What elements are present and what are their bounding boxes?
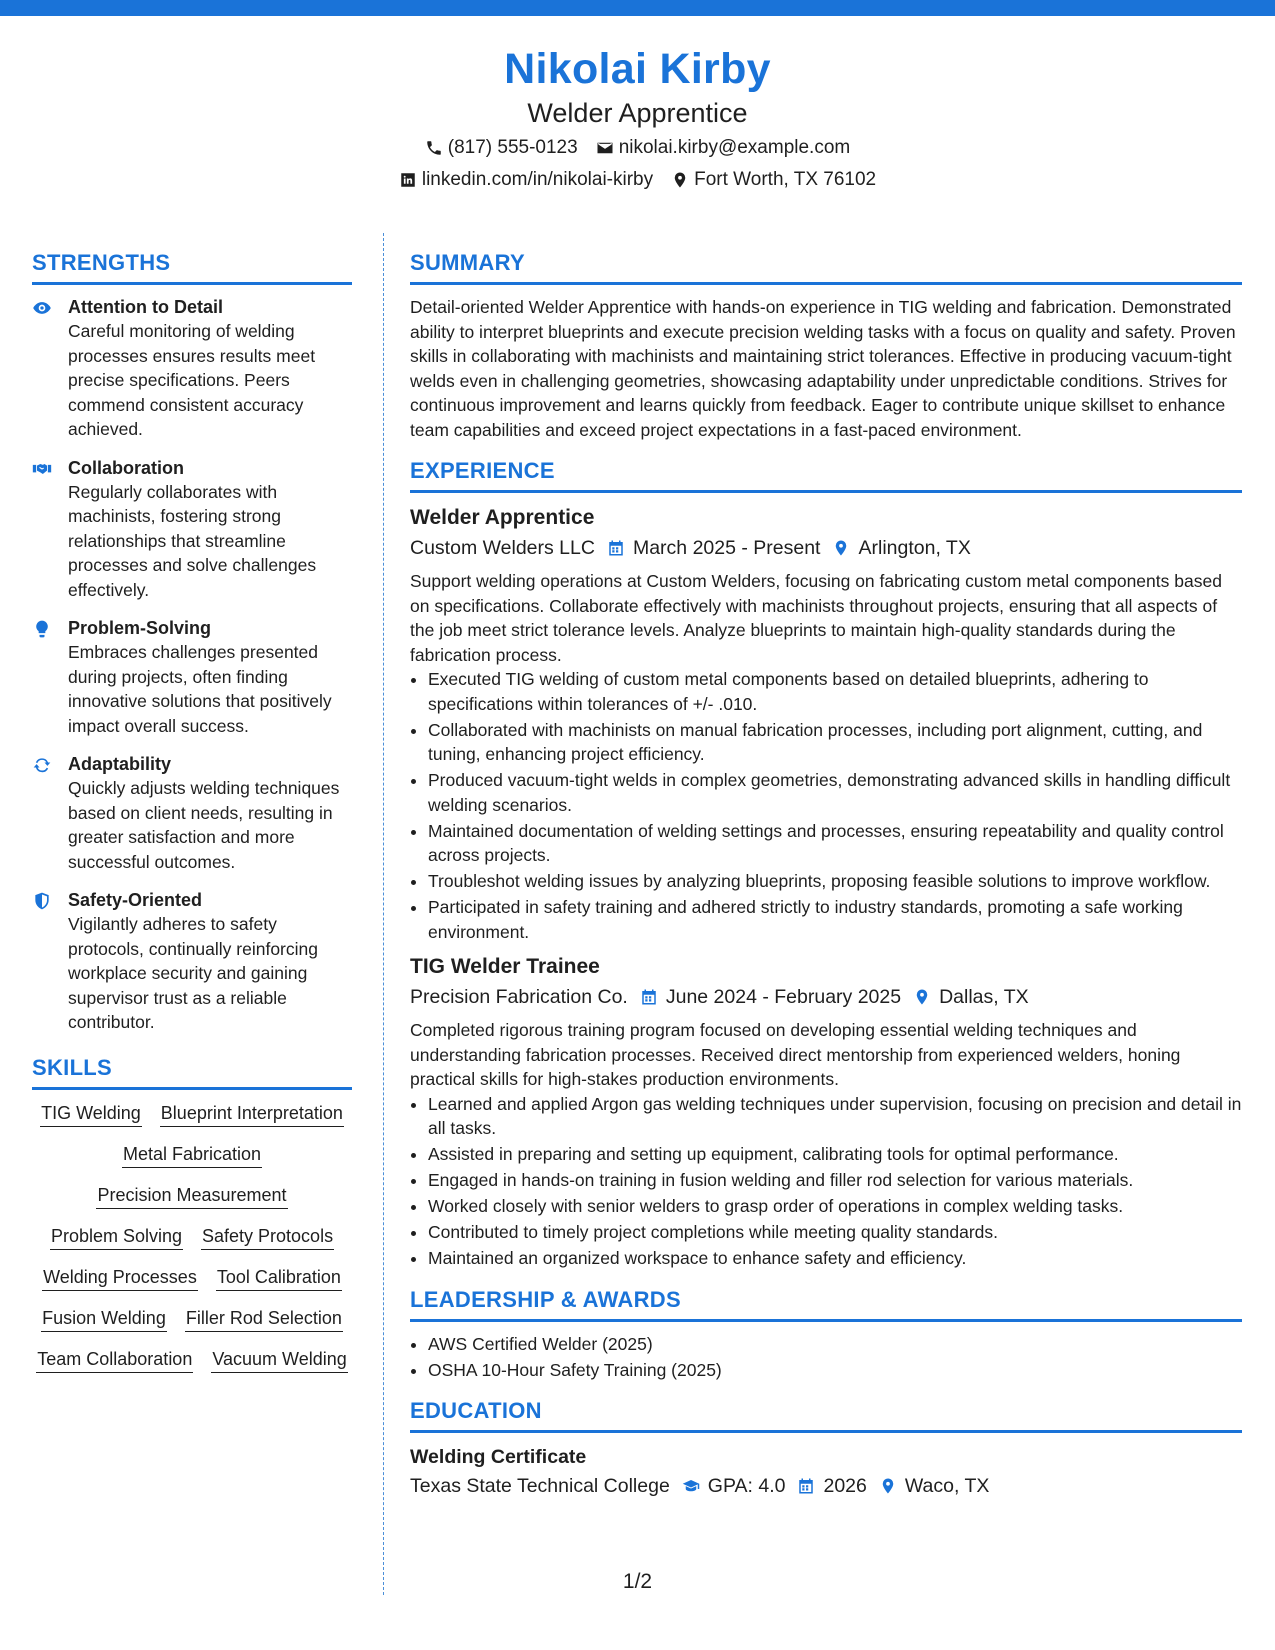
- strength-title: Adaptability: [68, 754, 172, 774]
- awards-list: [410, 1332, 1242, 1383]
- resume-header: [0, 40, 1275, 194]
- strength-item: [32, 752, 352, 874]
- job-entry: [410, 952, 1242, 1271]
- skills-title: SKILLS: [32, 1054, 113, 1080]
- strengths-title: STRENGTHS: [32, 250, 171, 275]
- skill-tag: Team Collaboration: [36, 1346, 193, 1373]
- experience-title: EXPERIENCE: [410, 458, 555, 483]
- education-gpa: GPA: 4.0: [707, 1475, 786, 1497]
- section-rule: [410, 1430, 1242, 1433]
- list-item: • Assisted in preparing and setting up equipment, calibrating tools for optimal performance.: [428, 1142, 1242, 1167]
- job-dates: March 2025 - Present: [632, 537, 821, 559]
- list-item: • Contributed to timely project completions while meeting quality standards.: [428, 1220, 1242, 1245]
- strength-title: Attention to Detail: [68, 297, 223, 317]
- strength-item: [32, 888, 352, 1035]
- job-bullets: [410, 667, 1242, 944]
- job-company: Custom Welders LLC: [410, 537, 595, 559]
- location-text: Fort Worth, TX 76102: [694, 169, 877, 190]
- job-dates: June 2024 - February 2025: [665, 986, 902, 1008]
- strength-desc: Vigilantly adheres to safety protocols, continually reinforcing workplace security and gaining supervisor trust as a reliable contributor.: [68, 914, 318, 1032]
- top-accent-bar: [0, 0, 1275, 16]
- skill-tag: Welding Processes: [42, 1264, 198, 1291]
- job-title: Welder Apprentice: [410, 506, 595, 529]
- job-bullets: [410, 1092, 1242, 1271]
- contact-email[interactable]: [596, 134, 851, 162]
- list-item: • Collaborated with machinists on manual fabrication processes, including port alignment, cutting, and tuning, enhancing project efficiency.: [428, 718, 1242, 767]
- list-item: • OSHA 10-Hour Safety Training (2025): [428, 1358, 1242, 1383]
- section-rule: [410, 1319, 1242, 1322]
- graduation-cap-icon: [682, 1477, 700, 1495]
- list-item: • Troubleshot welding issues by analyzing blueprints, proposing feasible solutions to improve workflow.: [428, 869, 1242, 894]
- skill-tag: Filler Rod Selection: [185, 1305, 343, 1332]
- awards-title: LEADERSHIP & AWARDS: [410, 1286, 681, 1312]
- section-rule: [32, 1087, 352, 1090]
- section-rule: [32, 282, 352, 285]
- list-item: • Worked closely with senior welders to grasp order of operations in complex welding tasks.: [428, 1194, 1242, 1219]
- email-text: nikolai.kirby@example.com: [618, 137, 851, 158]
- skill-tag: Vacuum Welding: [211, 1346, 347, 1373]
- job-description: Support welding operations at Custom Welders, focusing on fabricating custom metal components based on specifications. Collaborate effectively with machinists throughout projects, ensuring that all aspects of the job meet strict tolerance levels. Analyze blueprints to maintain high-quality standards during the fabrication process.: [410, 571, 1222, 665]
- map-pin-icon: [913, 988, 931, 1006]
- strength-item: [32, 616, 352, 738]
- right-column: [410, 248, 1242, 1507]
- job-company: Precision Fabrication Co.: [410, 986, 628, 1008]
- summary-text: Detail-oriented Welder Apprentice with hands-on experience in TIG welding and fabrication. Demonstrated ability to interpret blueprints and execute precision welding tasks with a focus on quality and safety. Proven skills in collaborating with machinists and maintaining strict tolerances. Effective in producing vacuum-tight welds even in challenging geometries, showcasing adaptability under unpredictable conditions. Strives for continuous improvement and learns quickly from feedback. Eager to contribute unique skillset to enhance team capabilities and exceed project expectations in a fast-paced environment.: [410, 297, 1236, 440]
- job-meta: [410, 982, 1242, 1012]
- list-item: • Produced vacuum-tight welds in complex geometries, demonstrating advanced skills in handling difficult welding scenarios.: [428, 768, 1242, 817]
- phone-text: (817) 555-0123: [447, 137, 578, 158]
- strength-item: [32, 456, 352, 603]
- education-title: EDUCATION: [410, 1398, 542, 1423]
- list-item: • Engaged in hands-on training in fusion welding and filler rod selection for various materials.: [428, 1168, 1242, 1193]
- list-item: • Learned and applied Argon gas welding techniques under supervision, focusing on precision and detail in all tasks.: [428, 1092, 1242, 1141]
- skill-tag: Blueprint Interpretation: [160, 1100, 344, 1127]
- left-column: [32, 248, 352, 1373]
- map-pin-icon: [671, 171, 689, 189]
- calendar-icon: [797, 1477, 815, 1495]
- sync-icon: [32, 755, 52, 775]
- job-title: TIG Welder Trainee: [410, 955, 600, 978]
- skill-tag: Tool Calibration: [216, 1264, 342, 1291]
- job-location: Dallas, TX: [939, 986, 1029, 1008]
- skill-tag: Safety Protocols: [201, 1223, 334, 1250]
- job-entry: [410, 503, 1242, 944]
- page-number: 1/2: [622, 1570, 653, 1593]
- list-item: • Participated in safety training and adhered strictly to industry standards, promoting a safe working environment.: [428, 895, 1242, 944]
- strength-item: [32, 295, 352, 442]
- candidate-role: Welder Apprentice: [527, 98, 748, 128]
- candidate-name: Nikolai Kirby: [504, 45, 771, 93]
- contact-phone[interactable]: [425, 134, 578, 162]
- education-meta: [410, 1471, 1242, 1501]
- strength-desc: Quickly adjusts welding techniques based on client needs, resulting in greater satisfaction and more successful outcomes.: [68, 778, 340, 872]
- handshake-icon: [32, 459, 52, 479]
- contact-linkedin[interactable]: [399, 166, 653, 194]
- map-pin-icon: [832, 539, 850, 557]
- education-degree: Welding Certificate: [410, 1446, 587, 1468]
- skill-tag: Problem Solving: [50, 1223, 183, 1250]
- job-description: Completed rigorous training program focused on developing essential welding techniques and understanding fabrication processes. Received direct mentorship from experienced welders, honing practical skills for high-stakes production environments.: [410, 1020, 1181, 1089]
- list-item: • AWS Certified Welder (2025): [428, 1332, 1242, 1357]
- strength-title: Safety-Oriented: [68, 890, 203, 910]
- column-divider: [383, 233, 384, 1595]
- envelope-icon: [596, 139, 614, 157]
- list-item: • Maintained an organized workspace to enhance safety and efficiency.: [428, 1246, 1242, 1271]
- calendar-icon: [607, 539, 625, 557]
- job-location: Arlington, TX: [858, 537, 971, 559]
- section-rule: [410, 282, 1242, 285]
- contact-row-2: [0, 166, 1275, 194]
- map-pin-icon: [879, 1477, 897, 1495]
- skill-tag: Fusion Welding: [41, 1305, 167, 1332]
- lightbulb-icon: [32, 619, 52, 639]
- education-year: 2026: [823, 1475, 867, 1497]
- education-school: Texas State Technical College: [410, 1475, 670, 1497]
- skills-list: [32, 1100, 352, 1373]
- strength-desc: Embraces challenges presented during projects, often finding innovative solutions that positively impact overall success.: [68, 642, 332, 736]
- calendar-icon: [640, 988, 658, 1006]
- education-location: Waco, TX: [904, 1475, 990, 1497]
- strength-title: Collaboration: [68, 457, 184, 478]
- summary-title: SUMMARY: [410, 250, 525, 275]
- phone-icon: [425, 139, 443, 157]
- contact-row-1: [0, 134, 1275, 162]
- strength-desc: Careful monitoring of welding processes ensures results meet precise specifications. Peers commend consistent accuracy achieved.: [68, 321, 316, 439]
- skill-tag: Metal Fabrication: [122, 1141, 262, 1168]
- eye-icon: [32, 298, 52, 318]
- strength-desc: Regularly collaborates with machinists, fostering strong relationships that streamline processes and solve challenges effectively.: [68, 481, 317, 600]
- contact-location: [671, 166, 876, 194]
- list-item: • Executed TIG welding of custom metal components based on detailed blueprints, adhering to specifications within tolerances of +/- .010.: [428, 667, 1242, 716]
- linkedin-text: linkedin.com/in/nikolai-kirby: [421, 169, 654, 190]
- skill-tag: TIG Welding: [40, 1100, 142, 1127]
- shield-icon: [32, 891, 52, 911]
- job-meta: [410, 533, 1242, 563]
- linkedin-icon: [399, 171, 417, 189]
- strength-title: Problem-Solving: [68, 618, 212, 638]
- skill-tag: Precision Measurement: [96, 1182, 287, 1209]
- section-rule: [410, 490, 1242, 493]
- list-item: • Maintained documentation of welding settings and processes, ensuring repeatability and quality control across projects.: [428, 819, 1242, 868]
